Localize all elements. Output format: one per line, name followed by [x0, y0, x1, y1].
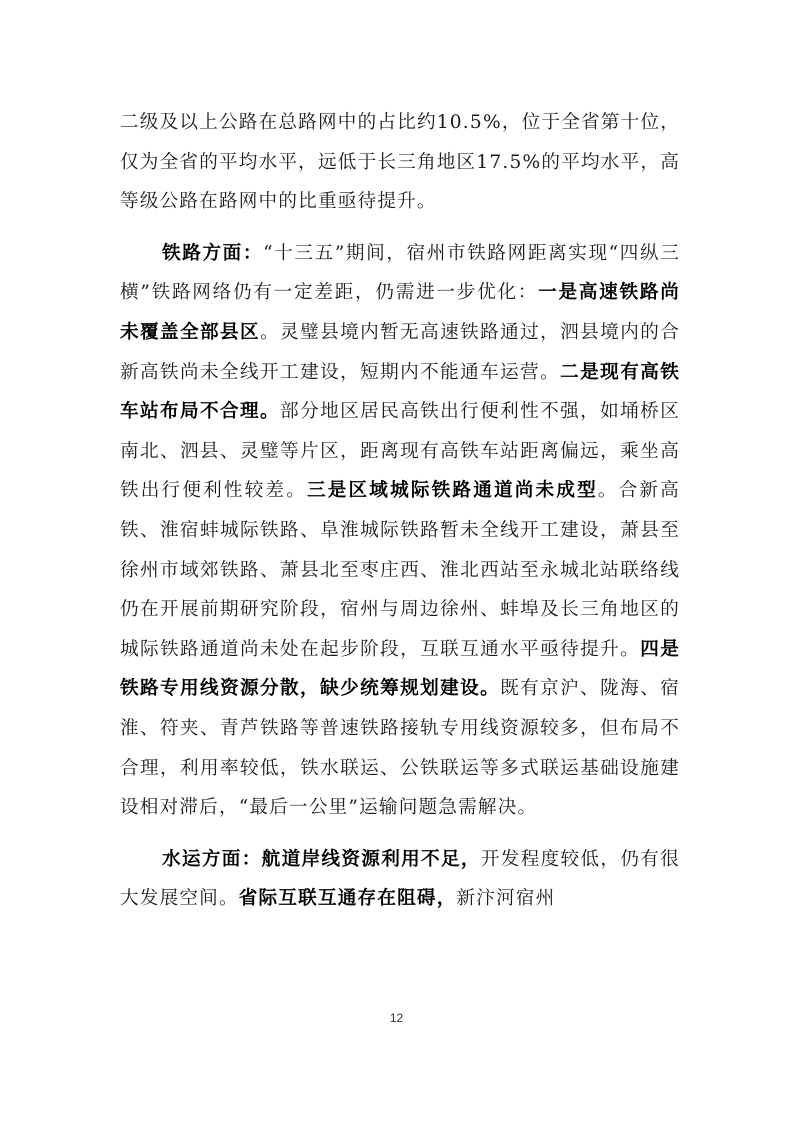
waterway-text-1: 开发程度较低，仍有很大发展空间。 [120, 848, 680, 910]
paragraph-highway [120, 103, 680, 222]
railway-point-3: 三是区域城际铁路通道尚未成型 [306, 480, 598, 502]
railway-point-4: 四是铁路专用线资源分散，缺少统筹规划建设。 [120, 638, 681, 700]
waterway-point-1: 航道岸线资源利用不足， [261, 848, 481, 870]
railway-text-4: 。合新高铁、淮宿蚌城际铁路、阜淮城际铁路暂未全线开工建设，萧县至徐州市域郊铁路、萧县北至枣庄西、淮北西站至永城北站联络线仍在开展前期研究阶段，宿州与周边徐州、蚌埠及长三角地区的城际铁路通道尚未处在起步阶段，互联互通水平亟待提升。 [120, 480, 680, 660]
waterway-point-2: 省际互联互通存在阻碍， [238, 888, 457, 910]
railway-text-3: 部分地区居民高铁出行便利性不强，如埇桥区南北、泗县、灵璧等片区，距离现有高铁车站距离偏远，乘坐高铁出行便利性较差。 [120, 401, 680, 502]
document-body [120, 103, 680, 919]
railway-text-2: 。灵璧县境内暂无高速铁路通过，泗县境内的合新高铁尚未全线开工建设，短期内不能通车运营。 [120, 321, 681, 383]
railway-heading: 铁路方面： [162, 242, 264, 264]
railway-text-5: 既有京沪、陇海、宿淮、符夹、青芦铁路等普速铁路接轨专用线资源较多，但布局不合理，利用率较低，铁水联运、公铁联运等多式联运基础设施建设相对滞后，“最后一公里”运输问题急需解决。 [120, 678, 680, 819]
page-number: 12 [389, 1011, 404, 1025]
waterway-text-2: 新汴河宿州 [456, 888, 556, 910]
railway-point-1: 一是高速铁路尚未覆盖全部县区 [120, 282, 680, 343]
paragraph-waterway [120, 840, 680, 919]
railway-point-2: 二是现有高铁车站布局不合理。 [120, 361, 681, 423]
waterway-heading: 水运方面： [162, 848, 262, 870]
railway-text-1: “十三五”期间，宿州市铁路网距离实现“四纵三横”铁路网络仍有一定差距，仍需进一步优化： [120, 242, 680, 304]
highway-text: 二级及以上公路在总路网中的占比约10.5%，位于全省第十位，仅为全省的平均水平，远低于长三角地区17.5%的平均水平，高等级公路在路网中的比重亟待提升。 [120, 112, 680, 213]
paragraph-railway [120, 234, 680, 828]
